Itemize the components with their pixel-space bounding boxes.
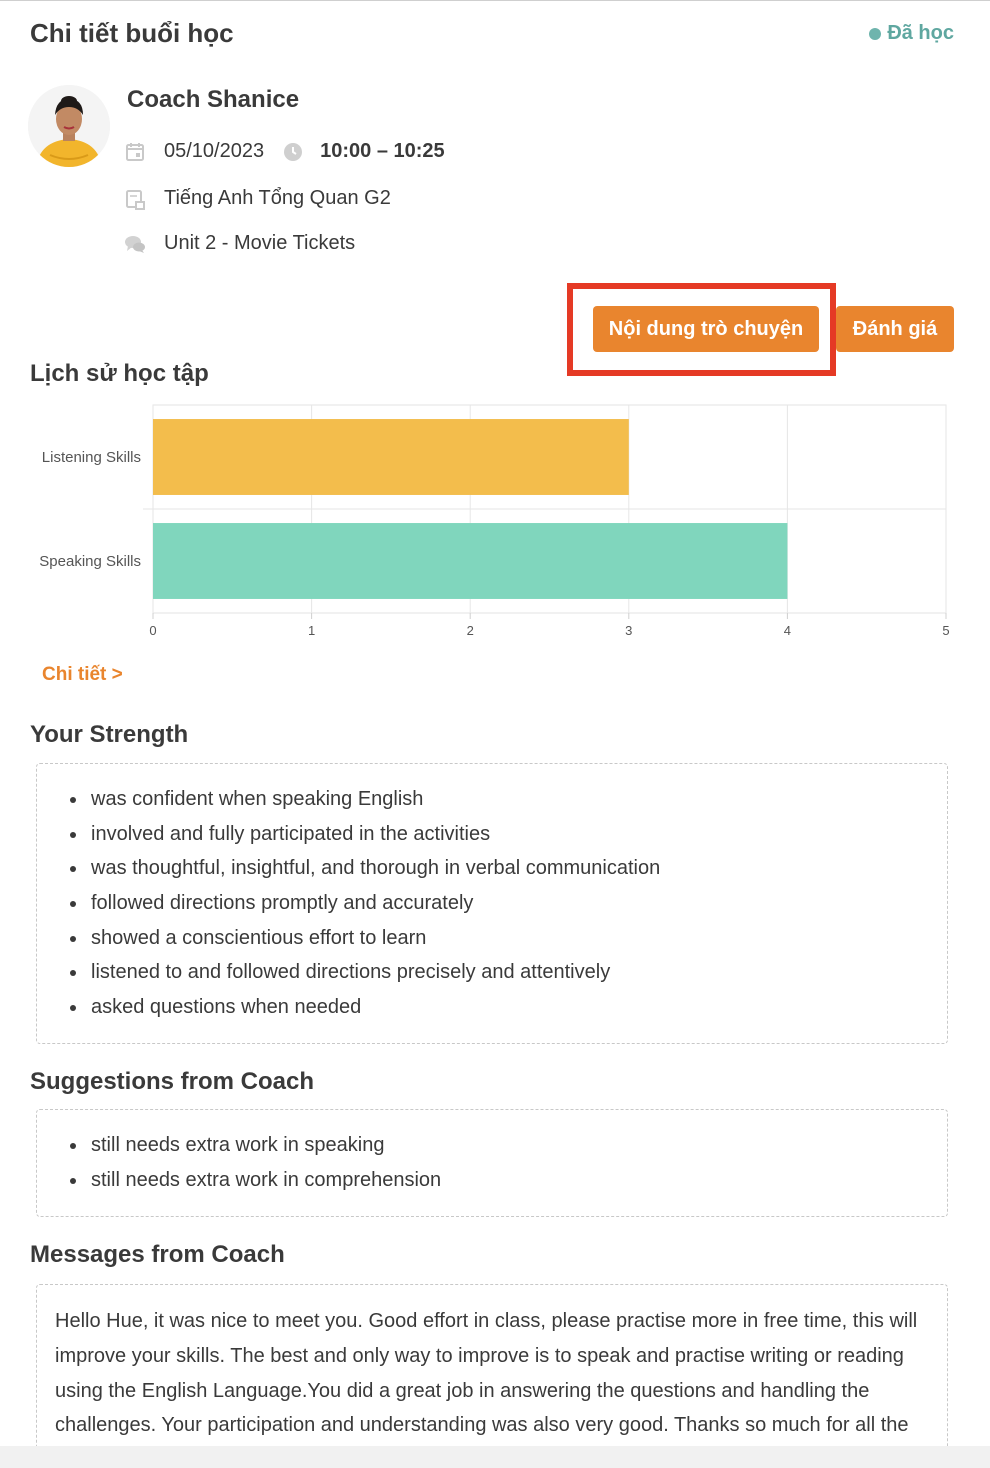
calendar-icon [124,141,146,163]
x-tick-label: 1 [307,623,316,638]
page-title: Chi tiết buổi học [30,18,234,48]
status-dot-icon [869,28,881,40]
skills-chart-svg [0,395,990,650]
bar [153,523,787,599]
strength-list [37,782,947,1025]
bottom-bar [0,1446,990,1468]
chat-bubbles-icon [124,233,146,255]
detail-link[interactable]: Chi tiết > [42,664,123,685]
avatar [28,85,110,167]
top-divider [0,0,990,1]
list-item: showed a conscientious effort to learn [67,921,947,956]
skills-chart [0,395,990,650]
coach-message: Hello Hue, it was nice to meet you. Good effort in class, please practise more in free time, this will improve your skills. The best and only way to improve is to speak and practise writing or reading using the English Language.You did a great job in answering the questions and handling the challenges. Your participation and understanding was also very good. Thanks so much for all the [55,1310,918,1437]
category-label: Listening Skills [41,449,141,466]
suggestions-box [36,1109,948,1217]
list-item: followed directions promptly and accurately [67,886,947,921]
session-time: 10:00 – 10:25 [320,140,445,162]
course-row [124,187,391,210]
session-time-row [124,140,445,163]
list-item: asked questions when needed [67,990,947,1025]
x-tick-label: 4 [783,623,792,638]
strength-box [36,763,948,1044]
suggestions-list [37,1128,947,1197]
session-date: 05/10/2023 [164,140,265,162]
course-name: Tiếng Anh Tổng Quan G2 [164,187,391,209]
clock-icon [282,141,304,163]
unit-row [124,232,355,255]
category-label: Speaking Skills [39,553,141,570]
book-icon [124,188,146,210]
strength-title: Your Strength [30,721,189,748]
x-tick-label: 3 [625,623,633,638]
rate-button[interactable]: Đánh giá [836,306,954,352]
bar [153,419,629,495]
messages-title: Messages from Coach [30,1241,285,1268]
suggestions-title: Suggestions from Coach [30,1068,315,1095]
status-badge [869,22,954,45]
list-item: was confident when speaking English [67,782,947,817]
x-tick-label: 0 [149,623,157,638]
messages-box [36,1284,948,1454]
x-tick-label: 2 [466,623,474,638]
x-tick-label: 5 [942,623,950,638]
coach-name: Coach Shanice [127,86,300,113]
history-title: Lịch sử học tập [30,360,209,387]
status-label: Đã học [887,22,954,44]
list-item: was thoughtful, insightful, and thorough in verbal communication [67,851,947,886]
conversation-content-button[interactable]: Nội dung trò chuyện [593,306,819,352]
list-item: still needs extra work in comprehension [67,1163,947,1198]
list-item: involved and fully participated in the activities [67,817,947,852]
list-item: still needs extra work in speaking [67,1128,947,1163]
unit-name: Unit 2 - Movie Tickets [164,232,356,254]
list-item: listened to and followed directions precisely and attentively [67,955,947,990]
